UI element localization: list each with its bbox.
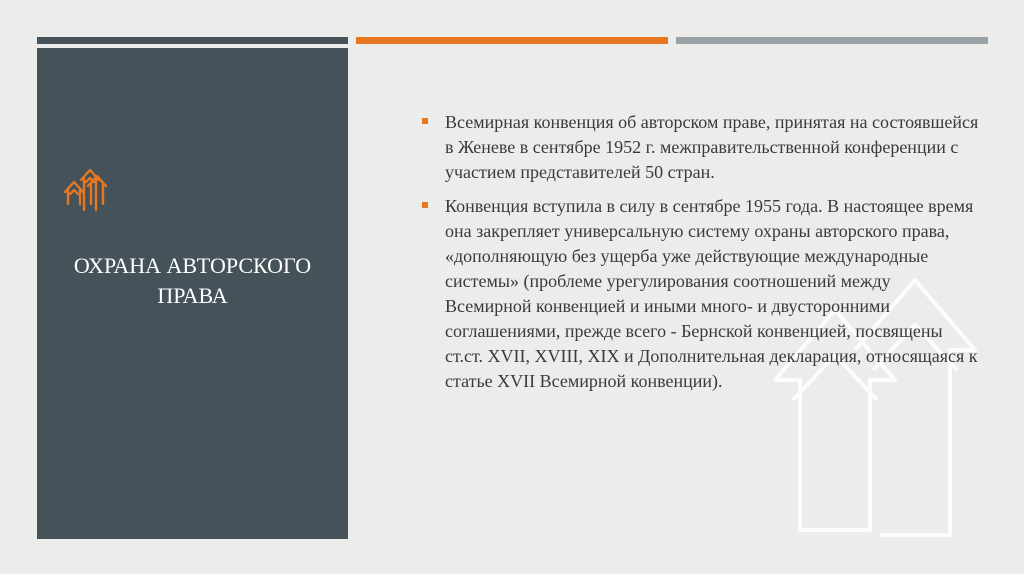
title-panel (37, 48, 348, 539)
top-bar-dark (37, 37, 348, 44)
top-bar-orange (356, 37, 668, 44)
bullet-list (421, 110, 981, 394)
growth-arrows-icon (61, 160, 113, 214)
slide-title: ОХРАНА АВТОРСКОГО ПРАВА (73, 253, 312, 308)
square-bullet-icon (422, 118, 428, 124)
list-item-text: Конвенция вступила в силу в сентябре 1955 года. В настоящее время она закрепляет универсальную систему охраны авторского права, «дополняющую без ущерба уже действующие международные системы» (проблеме урегулирования соотношений между Всемирной конвенцией и иными много- и двусторонними соглашениями, прежде всего - Бернской конвенцией, посвящены ст.ст. XVII, XVIII, XIX и Дополнительная декларация, относящаяся к статье XVII Всемирной конвенции). (445, 196, 978, 391)
list-item-text: Всемирная конвенция об авторском праве, принятая на состоявшейся в Женеве в сентябре 1952 г. межправительственной конференции с участием представителей 50 стран. (445, 112, 979, 182)
top-bar-gray (676, 37, 988, 44)
list-item (421, 110, 981, 185)
square-bullet-icon (422, 202, 428, 208)
content-area (421, 110, 981, 403)
list-item (421, 194, 981, 394)
